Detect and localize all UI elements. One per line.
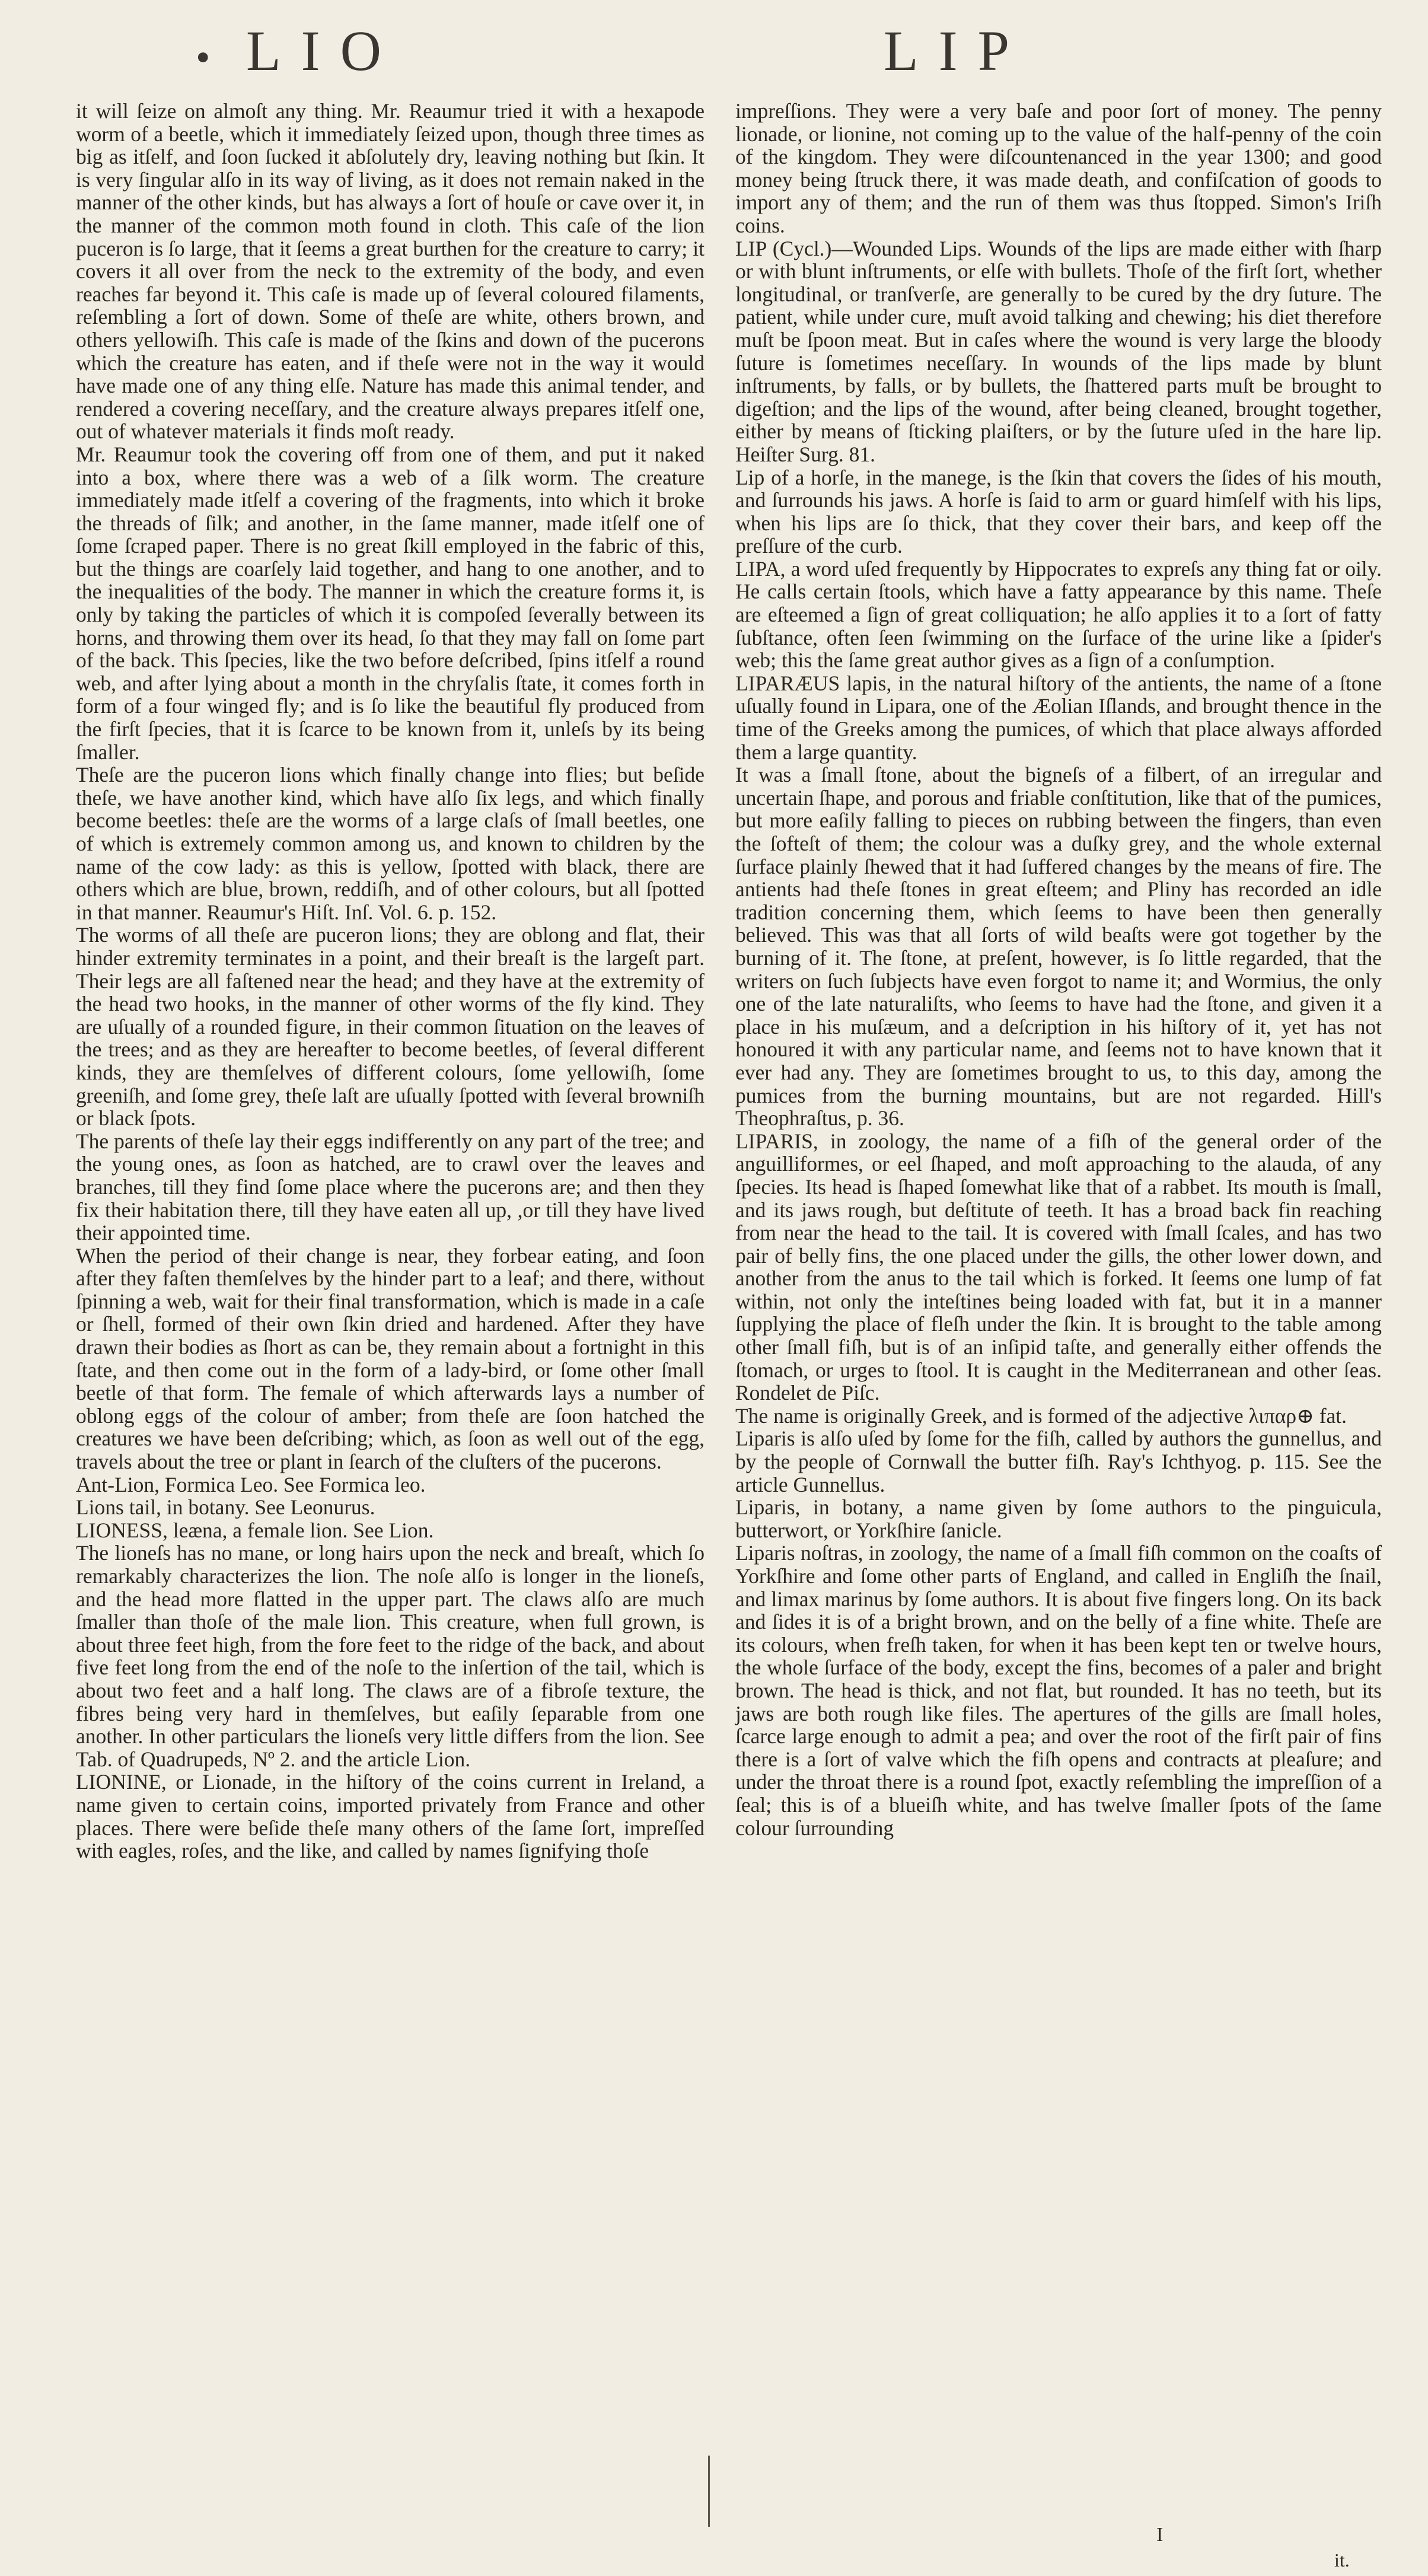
running-head-left: LIO	[246, 19, 401, 82]
entry-lionine: LIONINE, or Lionade, in the hiſtory of the coins current in Ireland, a name given to certain coins, imported privately from France and other places. There were beſide theſe many others of the ſame ſort, impreſſed with eagles, roſes, and the like, and called by names ſignifying thoſe	[76, 1770, 705, 1863]
paragraph: It was a ſmall ſtone, about the bigneſs of a filbert, of an irregular and uncertain ſhape, and porous and friable conſtitution, like that of the pumices, but more eaſily falling to pieces on rubbing between the fingers, than even the ſofteſt of them; the colour was a duſky grey, and the whole external ſurface plainly ſhewed that it had ſuffered changes by the means of fire. The antients had theſe ſtones in great eſteem; and Pliny has recorded an idle tradition concerning them, which ſeems to have been then generally believed. This was that all ſorts of wild beaſts were got together by the burning of it. The ſtone, at preſent, however, is ſo little regarded, that the writers on ſuch ſubjects have even forgot to name it; and Wormius, the only one of the late naturaliſts, who ſeems to have had the ſtone, and given it a place in his muſæum, and a deſcription in his hiſtory of it, yet has not honoured it with any particular name, and ſeems not to have known that it ever had any. They are ſometimes brought to us, to this day, among the pumices from the burning mountains, but are not regarded. Hill's Theophraſtus, p. 36.	[735, 763, 1382, 1131]
paragraph: The parents of theſe lay their eggs indifferently on any part of the tree; and the young ones, as ſoon as hatched, are to crawl over the leaves and branches, till they find ſome place where the pucerons are; and then they fix their habitation there, till they have eaten all up, ,or till they have lived their appointed time.	[76, 1129, 705, 1245]
entry-liparis-zoology: LIPARIS, in zoology, the name of a fiſh of the general order of the anguilliformes, or eel ſhaped, and moſt approaching to the alauda, of any ſpecies. Its head is ſhaped ſomewhat like that of a rabbet. Its mouth is ſmall, and its jaws rough, but deſtitute of teeth. It has a broad back fin reaching from near the head to the tail. It is covered with ſmall ſcales, and has two pair of belly fins, the one placed under the gills, the other lower down, and another from the anus to the tail which is forked. It ſeems one lump of fat within, not only the inteſtines being loaded with fat, but it in a manner ſupplying the place of fleſh under the ſkin. It is brought to the table among other ſmall fiſh, but is of an inſipid taſte, and generally either offends the ſtomach, or urges to ſtool. It is caught in the Mediterranean and other ſeas. Rondelet de Piſc.	[735, 1129, 1382, 1405]
running-head-right: LIP	[884, 19, 1029, 82]
entry-liparis-nostras: Liparis noſtras, in zoology, the name of a ſmall fiſh common on the coaſts of Yorkſhire and ſome other parts of England, and called in Engliſh the ſnail, and limax marinus by ſome authors. It is about five fingers long. On its back and ſides it is of a bright brown, and on the belly of a fine white. Theſe are its colours, when freſh taken, for when it has been kept ten or twelve hours, the whole ſurface of the body, except the fins, becomes of a paler and bright brown. The head is thick, and not flat, but rounded. It has no teeth, but its jaws are both rough like files. The apertures of the gills are ſmall holes, ſcarce large enough to admit a pea; and over the root of the firſt pair of fins there is a ſort of valve which the fiſh opens and contracts at pleaſure; and under the throat there is a round ſpot, exactly reſembling the impreſſion of a ſeal; this is of a blueiſh white, and has twelve ſmaller ſpots of the ſame colour ſurrounding	[735, 1541, 1382, 1840]
entry-lions-tail: Lions tail, in botany. See Leonurus.	[76, 1495, 375, 1520]
header-bullet: •	[196, 35, 211, 81]
paragraph: Theſe are the puceron lions which finally change into flies; but beſide theſe, we have another kind, which have alſo ſix legs, and which finally become beetles: theſe are the worms of a large claſs of ſmall beetles, one of which is extremely common among us, and known to children by the name of the cow lady: as this is yellow, ſpotted with black, there are others which are blue, brown, reddiſh, and of other colours, but all ſpotted in that manner. Reaumur's Hiſt. Inſ. Vol. 6. p. 152.	[76, 763, 705, 924]
entry-liparaeus: LIPARÆUS lapis, in the natural hiſtory of the antients, the name of a ſtone uſually found in Lipara, one of the Æolian Iſlands, and brought thence in the time of the Greeks among the pumices, of which that place always afforded them a large quantity.	[735, 671, 1382, 764]
signature-mark: I	[1156, 2524, 1164, 2546]
paragraph: Mr. Reaumur took the covering off from one of them, and put it naked into a box, where there was a web of a ſilk worm. The creature immediately made itſelf a covering of the fragments, into which it broke the threads of ſilk; and another, in the ſame manner, made itſelf one of ſome ſcraped paper. There is no great ſkill employed in the fabric of this, but the things are coarſely laid together, and hang to one another, and to the inequalities of the body. The manner in which the creature forms it, is only by taking the particles of which it is compoſed ſeverally between its horns, and throwing them over its head, ſo that they may fall on ſome part of the back. This ſpecies, like the two before deſcribed, ſpins itſelf a round web, and after lying about a month in the chryſalis ſtate, it comes forth in form of a four winged fly; and is ſo like the beautiful fly produced from the firſt ſpecies, that it is ſcarce to be known from it, unleſs by its being ſmaller.	[76, 442, 705, 764]
entry-liparis-botany: Liparis, in botany, a name given by ſome authors to the pinguicula, butterwort, or Yorkſhire ſanicle.	[735, 1495, 1382, 1542]
paragraph: it will ſeize on almoſt any thing. Mr. Reaumur tried it with a hexapode worm of a beetle, which it immediately ſeized upon, though three times as big as itſelf, and ſoon ſucked it abſolutely dry, leaving nothing but ſkin. It is very ſingular alſo in its way of living, as it does not remain naked in the manner of the other kinds, but has always a ſort of houſe or cave over it, in the manner of the common moth found in cloth. This caſe of the lion puceron is ſo large, that it ſeems a great burthen for the creature to carry; it covers it all over from the neck to the extremity of the body, and even reaches far beyond it. This caſe is made up of ſeveral coloured filaments, reſembling a ſort of down. Some of theſe are white, others brown, and others yellowiſh. This caſe is made of the ſkins and down of the pucerons which the creature has eaten, and if theſe were not in the way it would have made one of any thing elſe. Nature has made this animal tender, and rendered a covering neceſſary, and the creature always prepares itſelf one, out of whatever materials it finds moſt ready.	[76, 99, 705, 444]
paragraph: The name is originally Greek, and is formed of the adjective λιπαρ⊕ fat.	[735, 1403, 1347, 1428]
entry-ant-lion: Ant-Lion, Formica Leo. See Formica leo.	[76, 1472, 426, 1496]
entry-lip-wounded: LIP (Cycl.)—Wounded Lips. Wounds of the lips are made either with ſharp or with blunt inſtruments, or elſe with bullets. Thoſe of the firſt ſort, whether longitudinal, or tranſverſe, are generally to be cured by the dry ſuture. The patient, while under cure, muſt avoid talking and chewing; his diet therefore muſt be ſpoon meat. But in caſes where the wound is very large the bloody ſuture is ſometimes neceſſary. In wounds of the lips made by blunt inſtruments, by falls, or by bullets, the ſhattered parts muſt be brought to digeſtion; and the lips of the wound, after being cleaned, brought together, either by means of ſticking plaiſters, or by the ſuture uſed in the hare lip. Heiſter Surg. 81.	[735, 236, 1382, 466]
catchword: it.	[1334, 2549, 1350, 2571]
entry-lioness: LIONESS, leæna, a female lion. See Lion.	[76, 1518, 434, 1542]
left-column	[76, 100, 705, 1862]
entry-liparis-gunnellus: Liparis is alſo uſed by ſome for the fiſh, called by authors the gunnellus, and by the people of Cornwall the butter fiſh. Ray's Ichthyog. p. 115. See the article Gunnellus.	[735, 1426, 1382, 1496]
right-column	[735, 100, 1382, 1839]
entry-lip-horse: Lip of a horſe, in the manege, is the ſkin that covers the ſides of his mouth, and ſurrounds his jaws. A horſe is ſaid to arm or guard himſelf with his lips, when his lips are ſo thick, that they cover their bars, and keep off the preſſure of the curb.	[735, 465, 1382, 558]
paragraph: The worms of all theſe are puceron lions; they are oblong and flat, their hinder extremity terminates in a point, and their breaſt is the largeſt part. Their legs are all faſtened near the head; and they have at the extremity of the head two hooks, in the manner of other worms of the fly kind. They are uſually of a rounded figure, in their common ſituation on the leaves of the trees; and as they are hereafter to become beetles, of ſeveral different kinds, they are themſelves of different colours, ſome yellowiſh, ſome greeniſh, and ſome grey, theſe laſt are uſually ſpotted with ſeveral browniſh or black ſpots.	[76, 923, 705, 1131]
column-rule	[708, 2456, 710, 2527]
paragraph: impreſſions. They were a very baſe and poor ſort of money. The penny lionade, or lionine, not coming up to the value of the half-penny of the coin of the kingdom. They were diſcountenanced in the year 1300; and good money being ſtruck there, it was made death, and confiſcation of goods to import any of them; and the run of them was thus ſtopped. Simon's Iriſh coins.	[735, 99, 1382, 237]
entry-lipa: LIPA, a word uſed frequently by Hippocrates to expreſs any thing fat or oily. He calls certain ſtools, which have a fatty appearance by this name. Theſe are eſteemed a ſign of great colliquation; he alſo applies it to a ſort of fatty ſubſtance, often ſeen ſwimming on the ſurface of the urine like a ſpider's web; this the ſame great author gives as a ſign of a conſumption.	[735, 556, 1382, 673]
paragraph: When the period of their change is near, they forbear eating, and ſoon after they faſten themſelves by the hinder part to a leaf; and there, without ſpinning a web, wait for their final transformation, which is made in a caſe or ſhell, formed of their own ſkin dried and hardened. After they have drawn their bodies as ſhort as can be, they remain about a fortnight in this ſtate, and then come out in the form of a lady-bird, or ſome other ſmall beetle of that form. The female of which afterwards lays a number of oblong eggs of the colour of amber; from theſe are ſoon hatched the creatures we have been deſcribing; which, as ſoon as well out of the egg, travels about the tree or plant in ſearch of the cluſters of the pucerons.	[76, 1243, 705, 1474]
paragraph: The lioneſs has no mane, or long hairs upon the neck and breaſt, which ſo remarkably characterizes the lion. The noſe alſo is longer in the lioneſs, and the head more flatted in the upper part. The claws alſo are much ſmaller than thoſe of the male lion. This creature, when full grown, is about three feet high, from the fore feet to the ridge of the back, and about five feet long from the end of the noſe to the inſertion of the tail, which is about two feet and a half long. The claws are of a fibroſe texture, the fibres being very hard in themſelves, but eaſily ſeparable from one another. In other particulars the lioneſs very little differs from the lion. See Tab. of Quadrupeds, Nº 2. and the article Lion.	[76, 1541, 705, 1771]
